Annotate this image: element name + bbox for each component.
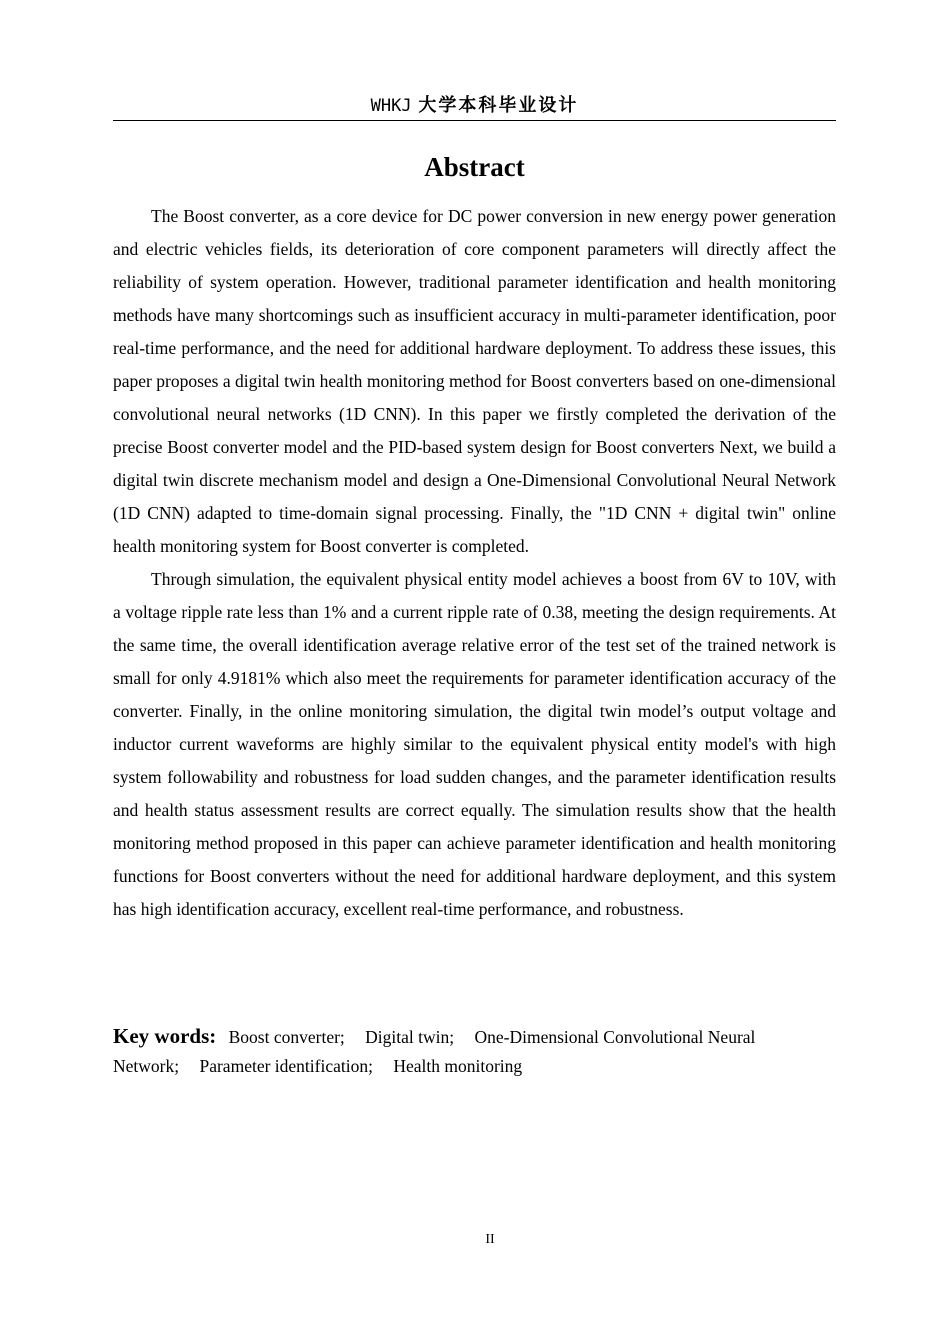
page-number: II — [485, 1232, 495, 1247]
keywords-section — [113, 1022, 836, 1081]
header-document-type: 大学本科毕业设计 — [418, 95, 579, 116]
keyword-item: One-Dimensional Convolutional Neural Network; — [113, 1027, 756, 1076]
keyword-item: Boost converter; — [228, 1027, 345, 1047]
abstract-paragraph-2: Through simulation, the equivalent physical entity model achieves a boost from 6V to 10V, with a voltage ripple rate less than 1% and a current ripple rate of 0.38, meeting the design requirements. At the same time, the overall identification average relative error of the test set of the trained network is small for only 4.9181% which also meet the requirements for parameter identification accuracy of the converter. Finally, in the online monitoring simulation, the digital twin model’s output voltage and inductor current waveforms are highly similar to the equivalent physical entity model's with high system followability and robustness for load sudden changes, and the parameter identification results and health status assessment results are correct equally. The simulation results show that the health monitoring method proposed in this paper can achieve parameter identification and health monitoring functions for Boost converters without the need for additional hardware deployment, and this system has high identification accuracy, excellent real-time performance, and robustness. — [113, 569, 836, 919]
abstract-body — [113, 200, 836, 926]
keywords-label: Key words: — [113, 1024, 217, 1048]
keyword-item: Digital twin; — [365, 1027, 455, 1047]
abstract-title: Abstract — [424, 152, 525, 182]
abstract-paragraph-1: The Boost converter, as a core device for DC power conversion in new energy power generation and electric vehicles fields, its deterioration of core component parameters will directly affect the reliability of system operation. However, traditional parameter identification and health monitoring methods have many shortcomings such as insufficient accuracy in multi-parameter identification, poor real-time performance, and the need for additional hardware deployment. To address these issues, this paper proposes a digital twin health monitoring method for Boost converters based on one-dimensional convolutional neural networks (1D CNN). In this paper we firstly completed the derivation of the precise Boost converter model and the PID-based system design for Boost converters Next, we build a digital twin discrete mechanism model and design a One-Dimensional Convolutional Neural Network (1D CNN) adapted to time-domain signal processing. Finally, the "1D CNN + digital twin" online health monitoring system for Boost converter is completed. — [113, 206, 836, 556]
keyword-item: Parameter identification; — [199, 1056, 373, 1076]
page-header — [113, 92, 836, 121]
header-institution-code: WHKJ — [370, 96, 412, 116]
keyword-item: Health monitoring — [393, 1056, 523, 1076]
